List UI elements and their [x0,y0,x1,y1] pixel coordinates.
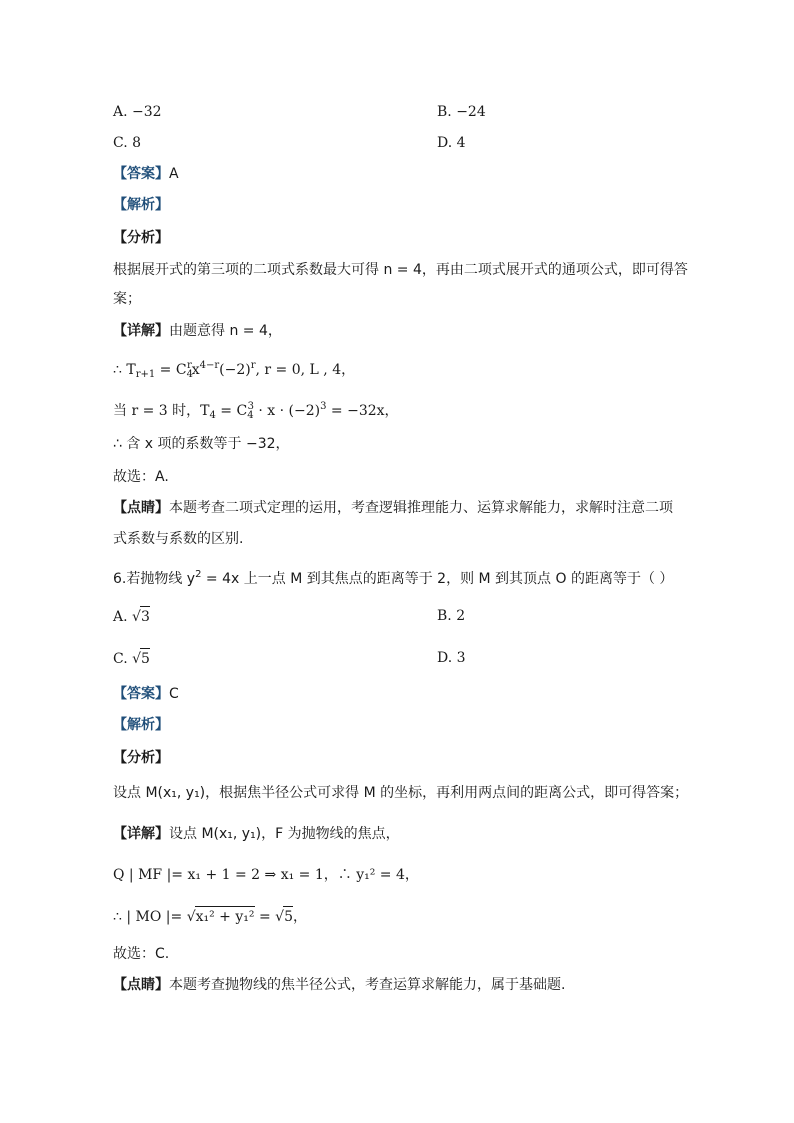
q6-option-a: A. √3 [113,606,150,627]
answer-label: 【答案】 [113,686,169,702]
q5-xiangjie [113,321,282,341]
q5-fenxi-text-1: 根据展开式的第三项的二项式系数最大可得 n = 4，再由二项式展开式的通项公式，即可得答 [113,262,688,278]
q5-fenxi-text-2: 案； [113,291,141,307]
answer-value: C [169,686,179,702]
q5-jiexi-label: 【解析】 [113,197,169,213]
answer-value: A [169,166,179,182]
q5-answer [113,164,179,184]
q6-jiexi-label: 【解析】 [113,717,169,733]
q5-dianjing: 【点睛】本题考查二项式定理的运用，考查逻辑推理能力、运算求解能力，求解时注意二项 [113,500,673,516]
xiangjie-text: 由题意得 n = 4， [169,323,282,339]
q6-answer [113,684,179,704]
q5-step-3: ∴ 含 x 项的系数等于 −32， [113,436,290,452]
q6-option-d: D. 3 [437,650,466,666]
q6-fenxi-label: 【分析】 [113,750,169,766]
q6-xiangjie: 【详解】设点 M(x₁, y₁)，F 为抛物线的焦点， [113,826,400,842]
q5-option-b: B. −24 [437,104,486,120]
q6-step-3: 故选：C. [113,946,170,962]
q5-step-4: 故选：A. [113,469,169,485]
xiangjie-label: 【详解】 [113,826,169,842]
q6-option-c: C. √5 [113,648,150,669]
q6-question: 6.若抛物线 $y^2 = 4x$ 上一点 M 到其焦点的距离等于 2，则 M 到其顶点 O 的距离等于（ ） [113,569,674,587]
q5-dianjing-2: 式系数与系数的区别. [113,531,244,547]
q5-option-a: A. −32 [113,104,162,120]
q6-dianjing: 【点睛】本题考查抛物线的焦半径公式，考查运算求解能力，属于基础题. [113,977,566,993]
q5-step-1: ∴ $T_{r+1} = C_4^rx^{4-r}(-2)^r$, r = 0, L , 4， [113,360,356,380]
xiangjie-label: 【详解】 [113,323,169,339]
answer-label: 【答案】 [113,166,169,182]
q5-step-2: 当 r = 3 时，$T_4 = C_4^3 \cdot x \cdot (-2)^3 = -32x$， [113,401,399,421]
q5-option-c: C. 8 [113,135,142,151]
q6-step-1: Q | MF |= x₁ + 1 = 2 ⇒ x₁ = 1，∴ y₁² = 4， [113,867,419,883]
dianjing-label: 【点睛】 [113,977,169,993]
q5-fenxi-label: 【分析】 [113,230,169,246]
q6-step-2: ∴ | MO |= √x₁² + y₁² = √5， [113,906,307,927]
q6-fenxi-text: 设点 M(x₁, y₁)，根据焦半径公式可求得 M 的坐标，再利用两点间的距离公式，即可得答案； [113,785,689,801]
q5-option-d: D. 4 [437,135,466,151]
dianjing-label: 【点睛】 [113,500,169,516]
q6-option-b: B. 2 [437,608,466,624]
